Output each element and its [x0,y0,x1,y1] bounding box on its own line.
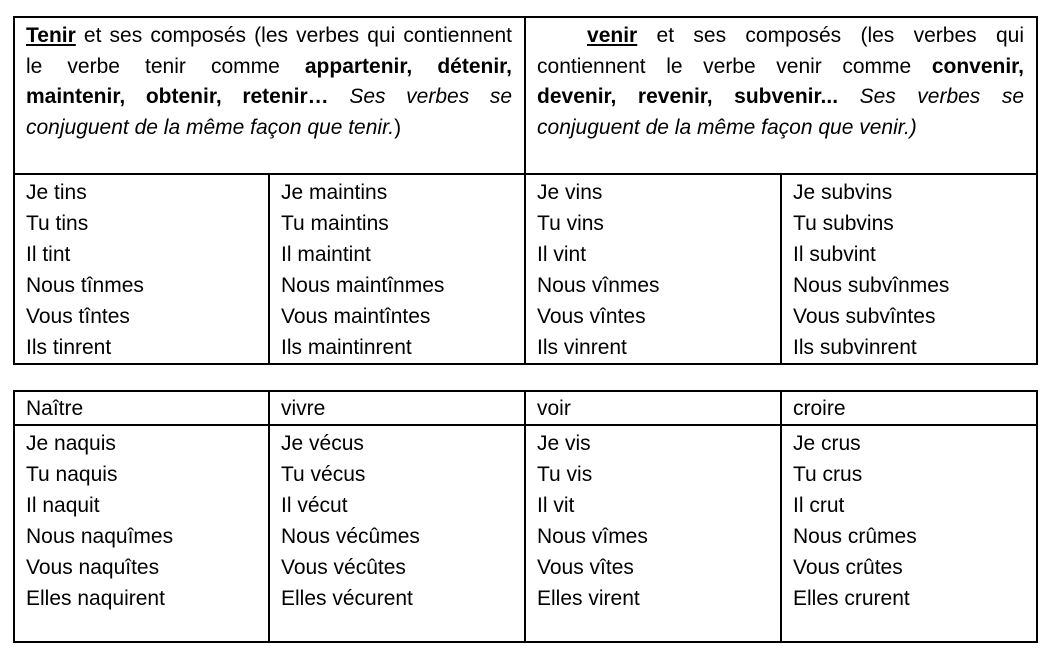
conjugation-line: Je vins [537,181,603,204]
tenir-header-close: ) [394,115,402,139]
conjugation-line: Il naquit [26,494,100,517]
conjugation-line: Ils tinrent [26,336,112,359]
tenir-header-cell [14,17,525,174]
conjugation-line: Je subvins [793,181,893,204]
conjugation-line: Nous vécûmes [281,525,420,548]
conjugation-line: Ils subvinrent [793,336,917,359]
conjugation-line: Vous tîntes [26,305,130,328]
conjugation-line: Il vit [537,494,575,517]
conjugation-line: Je maintins [281,181,388,204]
conjugation-line: Tu maintins [281,212,389,235]
column-title-vivre: vivre [269,391,525,425]
conjugation-line: Elles naquirent [26,587,165,610]
croire-conjugation-cell [781,425,1037,642]
venir-heading: venir [587,24,638,47]
subvenir-conjugation-cell [781,174,1037,364]
venir-note: Ses verbes se conjuguent de la même façon que venir.) [537,85,1025,139]
venir-header-cell [525,17,1037,174]
tenir-examples: appartenir, détenir, maintenir, obtenir, retenir… [26,54,513,108]
venir-header-spacer [838,85,860,108]
conjugation-line: Je vécus [281,432,364,455]
conjugation-line: Elles crurent [793,587,910,610]
conjugation-line: Nous naquîmes [26,525,174,548]
conjugation-line: Tu vis [537,463,593,486]
conjugation-line: Elles virent [537,587,640,610]
conjugation-line: Il crut [793,494,845,517]
tenir-header-text: et ses composés (les verbes qui contiennent le verbe tenir comme [26,24,513,78]
conjugation-line: Vous vîntes [537,305,646,328]
conjugation-line: Il maintint [281,243,371,266]
conjugation-line: Il subvint [793,243,876,266]
venir-examples: convenir, devenir, revenir, subvenir... [537,54,1025,108]
conjugation-line: Ils maintinrent [281,336,412,359]
conjugation-line: Vous naquîtes [26,556,160,579]
conjugation-line: Tu crus [793,463,863,486]
conjugation-line: Tu naquis [26,463,118,486]
vivre-conjugation-cell [269,425,525,642]
column-title-voir: voir [525,391,781,425]
conjugation-line: Tu vins [537,212,604,235]
column-title-naitre: Naître [14,391,269,425]
conjugation-line: Nous vîmes [537,525,648,548]
conjugation-line: Je naquis [26,432,116,455]
tenir-note: Ses verbes se conjuguent de la même façon que tenir. [26,85,513,139]
conjugation-line: Elles vécurent [281,587,413,610]
conjugation-table-naitre-vivre-voir-croire [13,390,1038,643]
maintenir-conjugation-cell [269,174,525,364]
conjugation-line: Tu subvins [793,212,894,235]
tenir-heading: Tenir [26,24,76,47]
conjugation-line: Ils vinrent [537,336,627,359]
conjugation-line: Je crus [793,432,861,455]
conjugation-line: Tu vécus [281,463,366,486]
conjugation-line: Il tint [26,243,71,266]
voir-conjugation-cell [525,425,781,642]
venir-conjugation-cell [525,174,781,364]
conjugation-line: Vous subvîntes [793,305,936,328]
conjugation-table-tenir-venir [13,16,1038,365]
column-title-croire: croire [781,391,1037,425]
conjugation-line: Nous tînmes [26,274,144,297]
conjugation-line: Je tins [26,181,87,204]
tenir-header-spacer [329,85,350,108]
tenir-conjugation-cell [14,174,269,364]
conjugation-line: Nous crûmes [793,525,917,548]
conjugation-line: Vous vécûtes [281,556,406,579]
naitre-conjugation-cell [14,425,269,642]
conjugation-line: Il vécut [281,494,348,517]
conjugation-line: Vous crûtes [793,556,903,579]
conjugation-line: Nous vînmes [537,274,660,297]
conjugation-line: Nous subvînmes [793,274,950,297]
conjugation-line: Vous vîtes [537,556,634,579]
conjugation-line: Nous maintînmes [281,274,445,297]
conjugation-line: Tu tins [26,212,89,235]
conjugation-line: Vous maintîntes [281,305,431,328]
conjugation-line: Je vis [537,432,591,455]
conjugation-line: Il vint [537,243,587,266]
venir-header-text: et ses composés (les verbes qui contiennent le verbe venir comme [537,24,1025,78]
